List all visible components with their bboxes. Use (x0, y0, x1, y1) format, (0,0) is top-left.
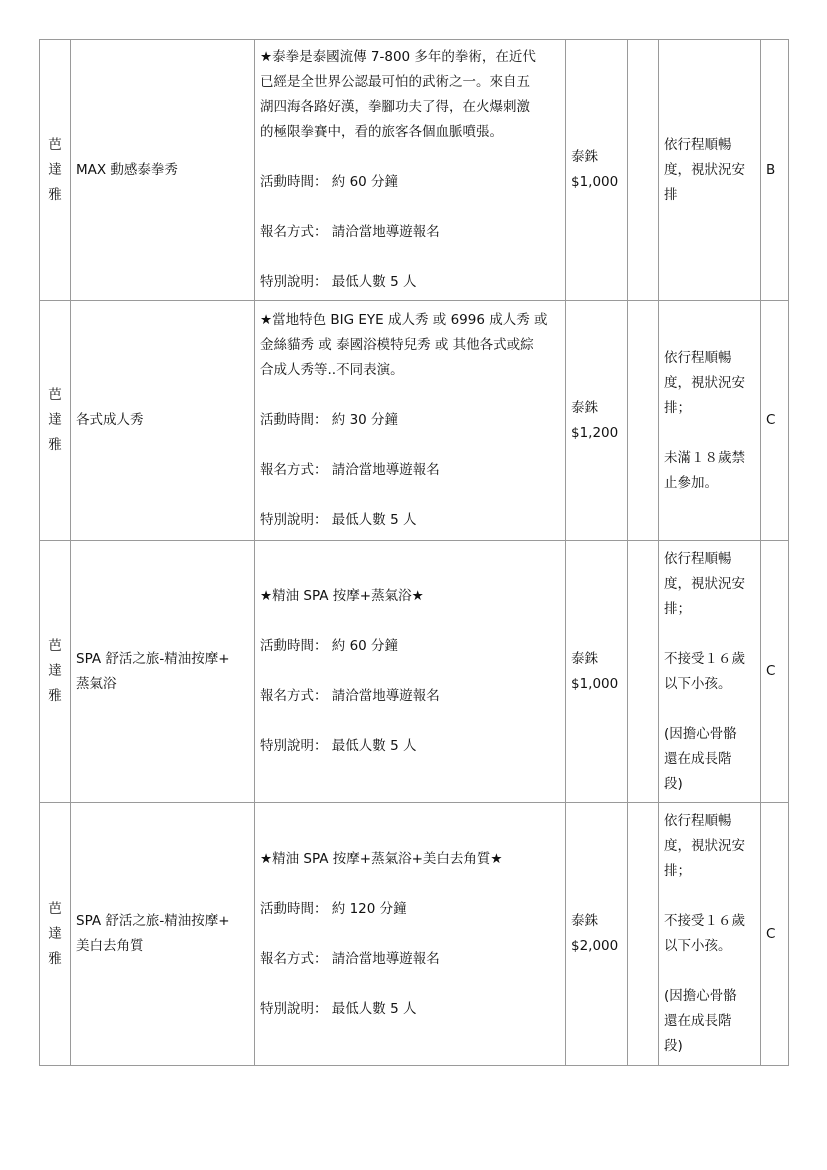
location-char: 達 (48, 925, 62, 942)
location-cell (40, 541, 71, 803)
grade-cell (761, 40, 789, 301)
price-currency: 泰銖 (571, 399, 598, 416)
description-cell (255, 541, 566, 803)
blank-cell (628, 541, 659, 803)
table-row (40, 40, 789, 301)
price-cell (566, 40, 628, 301)
grade-cell (761, 541, 789, 803)
tour-name: 各式成人秀 (76, 412, 144, 428)
blank-cell (628, 803, 659, 1066)
description-cell (255, 301, 566, 541)
tour-name: MAX 動感泰拳秀 (76, 161, 178, 178)
price-cell (566, 803, 628, 1066)
note-line: 度，視狀況安 (664, 374, 745, 391)
activity-time: 活動時間： 約 60 分鐘 (260, 174, 399, 190)
special-note: 特別說明： 最低人數 5 人 (260, 738, 417, 754)
note-line: 度，視狀況安 (664, 161, 745, 178)
location-char: 芭 (48, 387, 62, 403)
tour-name: SPA 舒活之旅-精油按摩+ (76, 913, 230, 929)
location-char: 芭 (48, 638, 62, 654)
location-cell (40, 40, 71, 301)
location-char: 芭 (48, 900, 62, 917)
location-char: 雅 (48, 688, 62, 704)
intro-line: ★精油 SPA 按摩+蒸氣浴★ (260, 588, 424, 604)
note-cell (659, 541, 761, 803)
note-line: 依行程順暢 (664, 550, 732, 567)
note-cell (659, 40, 761, 301)
location-char: 芭 (48, 136, 62, 153)
reason-line: (因擔心骨骼 (664, 988, 737, 1004)
note-cell (659, 301, 761, 541)
note-line: 度，視狀況安 (664, 575, 745, 592)
note-line: 依行程順暢 (664, 136, 732, 153)
price-cell (566, 541, 628, 803)
note-line: 排 (664, 186, 678, 203)
price-cell (566, 301, 628, 541)
note-line: 依行程順暢 (664, 349, 732, 366)
price-amount: $1,000 (571, 174, 619, 190)
tour-name: 美白去角質 (76, 938, 144, 954)
optional-tours-table (39, 39, 789, 1066)
intro-line: ★當地特色 BIG EYE 成人秀 或 6996 成人秀 或 (260, 312, 548, 328)
price-amount: $1,000 (571, 675, 619, 692)
signup-method: 報名方式： 請洽當地導遊報名 (260, 224, 440, 240)
description-cell (255, 40, 566, 301)
reason-line: (因擔心骨骼 (664, 725, 737, 742)
intro-line: 已經是全世界公認最可怕的武術之一。來自五 (260, 74, 530, 90)
reason-line: 段) (664, 775, 683, 792)
note-line: 排； (664, 863, 691, 879)
activity-time: 活動時間： 約 30 分鐘 (260, 412, 399, 428)
intro-line: 金絲貓秀 或 泰國浴模特兒秀 或 其他各式或綜 (260, 337, 534, 353)
reason-line: 還在成長階 (664, 1013, 732, 1029)
signup-method: 報名方式： 請洽當地導遊報名 (260, 462, 440, 478)
intro-line: ★精油 SPA 按摩+蒸氣浴+美白去角質★ (260, 850, 503, 867)
age-restriction-line: 不接受１６歲 (664, 650, 745, 667)
age-restriction-line: 止參加。 (664, 474, 718, 491)
special-note: 特別說明： 最低人數 5 人 (260, 512, 417, 528)
grade-cell (761, 803, 789, 1066)
age-restriction-line: 不接受１６歲 (664, 913, 745, 929)
age-restriction-line: 未滿１８歲禁 (664, 449, 745, 466)
table-row (40, 803, 789, 1066)
grade-cell (761, 301, 789, 541)
note-cell (659, 803, 761, 1066)
signup-method: 報名方式： 請洽當地導遊報名 (260, 688, 440, 704)
grade: B (766, 161, 776, 178)
tour-name-cell (71, 301, 255, 541)
description-cell (255, 803, 566, 1066)
intro-line: 的極限拳賽中，看的旅客各個血脈噴張。 (260, 124, 503, 140)
special-note: 特別說明： 最低人數 5 人 (260, 274, 417, 290)
reason-line: 段) (664, 1038, 683, 1054)
price-amount: $1,200 (571, 424, 619, 441)
table-row (40, 301, 789, 541)
tour-name-cell (71, 541, 255, 803)
location-char: 雅 (48, 186, 62, 203)
age-restriction-line: 以下小孩。 (664, 675, 732, 692)
grade: C (766, 412, 776, 428)
special-note: 特別說明： 最低人數 5 人 (260, 1000, 417, 1017)
signup-method: 報名方式： 請洽當地導遊報名 (260, 950, 440, 967)
price-currency: 泰銖 (571, 913, 598, 929)
tour-name-cell (71, 40, 255, 301)
price-currency: 泰銖 (571, 149, 598, 165)
table-row (40, 541, 789, 803)
location-char: 達 (48, 412, 62, 428)
note-line: 排； (664, 399, 691, 416)
location-char: 達 (48, 161, 62, 178)
note-line: 依行程順暢 (664, 813, 732, 829)
location-char: 雅 (48, 437, 62, 453)
activity-time: 活動時間： 約 120 分鐘 (260, 900, 407, 917)
age-restriction-line: 以下小孩。 (664, 938, 732, 954)
blank-cell (628, 301, 659, 541)
tour-name: 蒸氣浴 (76, 675, 117, 692)
price-currency: 泰銖 (571, 650, 598, 667)
note-line: 排； (664, 600, 691, 617)
location-cell (40, 301, 71, 541)
location-char: 雅 (48, 950, 62, 967)
reason-line: 還在成長階 (664, 750, 732, 767)
intro-line: 湖四海各路好漢，拳腳功夫了得，在火爆刺激 (260, 99, 530, 115)
location-cell (40, 803, 71, 1066)
price-amount: $2,000 (571, 938, 619, 954)
location-char: 達 (48, 663, 62, 679)
intro-line: 合成人秀等..不同表演。 (260, 362, 404, 378)
note-line: 度，視狀況安 (664, 838, 745, 854)
grade: C (766, 663, 776, 679)
grade: C (766, 925, 776, 942)
tour-name: SPA 舒活之旅-精油按摩+ (76, 650, 230, 667)
blank-cell (628, 40, 659, 301)
tour-name-cell (71, 803, 255, 1066)
intro-line: ★泰拳是泰國流傳 7-800 多年的拳術，在近代 (260, 49, 536, 65)
activity-time: 活動時間： 約 60 分鐘 (260, 638, 399, 654)
